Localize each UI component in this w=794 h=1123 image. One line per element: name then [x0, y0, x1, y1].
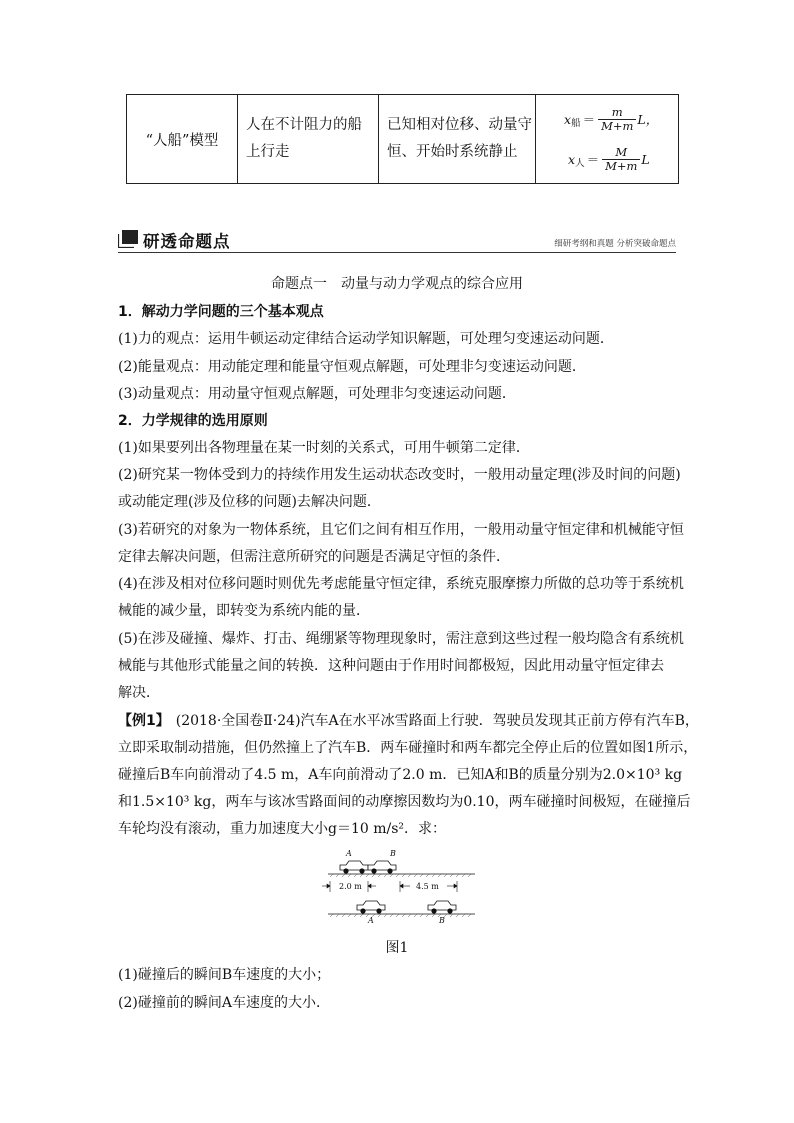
- table-row: [127, 95, 679, 184]
- example-line: 碰撞后B车向前滑动了4.5 m，A车向前滑动了2.0 m．已知A和B的质量分别为2.0×10³ kg: [118, 767, 683, 783]
- formula-denominator: M+m: [602, 159, 640, 173]
- section-title: 研透命题点: [143, 232, 231, 251]
- example-line: 车轮均没有滚动，重力加速度大小g＝10 m/s²．求：: [118, 821, 447, 837]
- topic-title: 命题点一 动量与动力学观点的综合应用: [271, 276, 523, 292]
- car-b-bottom-icon: [428, 901, 456, 913]
- paragraph: (2)能量观点：用动能定理和能量守恒观点解题，可处理非匀变速运动问题．: [118, 359, 586, 375]
- section-subtitle: 细研考纲和真题 分析突破命题点: [554, 239, 676, 249]
- collision-figure: [320, 848, 480, 924]
- paragraph: 定律去解决问题，但需注意所研究的问题是否满足守恒的条件．: [118, 549, 510, 565]
- formula-boat: x 船 ＝ $\frac{m}{M+m}$ L，: [564, 104, 659, 133]
- paragraph: 或动能定理(涉及位移的问题)去解决问题．: [118, 494, 381, 510]
- formula-subscript: 船: [571, 118, 581, 129]
- model-table: [126, 94, 679, 184]
- figure-distance-b: 4.5 m: [416, 882, 439, 891]
- paragraph: (3)若研究的对象为一物体系统，且它们之间有相互作用，一般用动量守恒定律和机械能守恒: [118, 522, 684, 538]
- car-a-top-icon: [340, 861, 368, 873]
- formula-cell: [536, 95, 679, 184]
- formula-fraction: [602, 146, 640, 173]
- example-line: 和1.5×10³ kg，两车与该冰雪路面间的动摩擦因数均为0.10，两车碰撞时间极短，在碰撞后: [118, 794, 691, 810]
- description-cell: [238, 95, 379, 184]
- figure-distance-a: 2.0 m: [339, 882, 362, 891]
- formula-fraction: [598, 106, 636, 133]
- example-line: 立即采取制动措施，但仍然撞上了汽车B．两车碰撞时和两车都完全停止后的位置如图1所示，: [118, 740, 698, 756]
- formula-person: x 人 ＝ $\frac{M}{M+m}$ L: [568, 144, 650, 173]
- paragraph: (2)研究某一物体受到力的持续作用发生运动状态改变时，一般用动量定理(涉及时间的问题): [118, 467, 681, 483]
- formula-numerator: M: [615, 144, 628, 159]
- heading-2: 2．力学规律的选用原则: [118, 413, 268, 429]
- paragraph: (1)如果要列出各物理量在某一时刻的关系式，可用牛顿第二定律．: [118, 440, 530, 456]
- figure-label-b-bottom: B: [439, 916, 445, 924]
- figure-label-a-top: A: [346, 849, 352, 858]
- formula-lhs: x: [568, 151, 576, 167]
- paragraph: 解决．: [118, 685, 160, 701]
- question-1: (1)碰撞后的瞬间B车速度的大小；: [118, 967, 331, 983]
- example-line: [118, 712, 699, 730]
- paragraph: (3)动量观点：用动量守恒观点解题，可处理非匀变速运动问题．: [118, 386, 516, 402]
- paragraph: (1)力的观点：运用牛顿运动定律结合运动学知识解题，可处理匀变速运动问题．: [118, 331, 614, 347]
- description-line: 上行走: [246, 144, 290, 160]
- car-a-bottom-icon: [357, 901, 385, 913]
- paragraph: 械能与其他形式能量之间的转换．这种问题由于作用时间都极短，因此用动量守恒定律去: [118, 658, 664, 674]
- formula-tail: L，: [637, 112, 659, 127]
- description-line: 人在不计阻力的船: [246, 117, 362, 133]
- example-text: (2018·全国卷Ⅱ·24)汽车A在水平冰雪路面上行驶．驾驶员发现其正前方停有汽车B，: [175, 713, 699, 729]
- paragraph: (4)在涉及相对位移问题时则优先考虑能量守恒定律，系统克服摩擦力所做的总功等于系统机: [118, 576, 684, 592]
- model-name-cell: “人船”模型: [127, 95, 238, 184]
- paragraph: 械能的减少量，即转变为系统内能的量．: [118, 603, 370, 619]
- formula-denominator: M+m: [598, 119, 636, 133]
- formula-lhs: x: [564, 111, 572, 127]
- section-marker-icon: [118, 230, 138, 248]
- formula-numerator: m: [611, 104, 623, 119]
- figure-label-a-bottom: A: [368, 916, 374, 924]
- section-header: [118, 228, 676, 253]
- formula-subscript: 人: [575, 158, 585, 169]
- figure-label-b-top: B: [390, 849, 396, 858]
- question-2: (2)碰撞前的瞬间A车速度的大小．: [118, 995, 330, 1011]
- condition-line: 恒、开始时系统静止: [387, 144, 518, 160]
- paragraph: (5)在涉及碰撞、爆炸、打击、绳绷紧等物理现象时，需注意到这些过程一般均隐含有系统机: [118, 631, 684, 647]
- heading-1: 1．解动力学问题的三个基本观点: [118, 304, 324, 320]
- condition-line: 已知相对位移、动量守: [387, 117, 532, 133]
- figure-caption: 图1: [385, 940, 409, 956]
- condition-cell: [379, 95, 536, 184]
- example-tag: 【例1】: [118, 713, 170, 729]
- car-b-top-icon: [368, 861, 396, 873]
- formula-tail: L: [641, 151, 650, 167]
